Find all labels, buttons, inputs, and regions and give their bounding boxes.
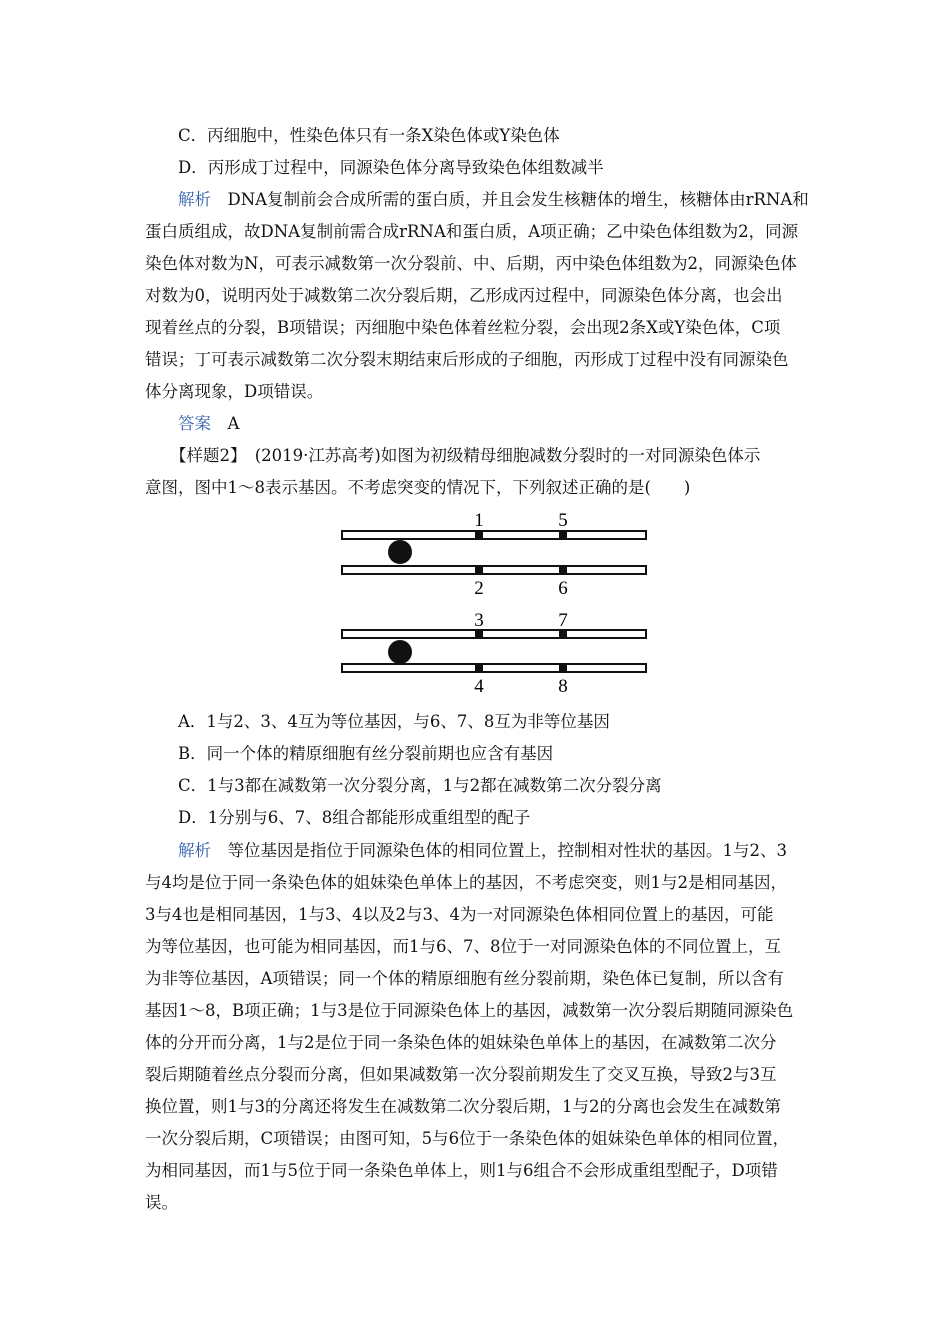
chromatid-3	[342, 630, 646, 638]
analysis-1-line-5: 现着丝点的分裂，B项错误；丙细胞中染色体着丝粒分裂，会出现2条X或Y染色体，C项	[145, 318, 781, 337]
analysis-2-line-6: 基因1～8，B项正确；1与3是位于同源染色体上的基因，减数第一次分裂后期随同源染色	[145, 1001, 794, 1020]
option-b: B．同一个体的精原细胞有丝分裂前期也应含有基因	[178, 744, 554, 763]
gene-marker-5	[559, 530, 567, 540]
question-label: 【样题2】	[170, 446, 239, 465]
answer-1	[178, 412, 815, 436]
analysis-2-line-12: 误。	[145, 1193, 178, 1212]
question-2-line-1: 【样题2】 (2019·江苏高考)如图为初级精母细胞减数分裂时的一对同源染色体示	[170, 446, 761, 465]
gene-marker-8	[559, 663, 567, 673]
analysis-2-line-10: 一次分裂后期，C项错误；由图可知，5与6位于一条染色体的姐妹染色单体的相同位置，	[145, 1129, 790, 1148]
gene-label-8: 8	[558, 676, 568, 697]
analysis-2-line-8: 裂后期随着丝点分裂而分离，但如果减数第一次分裂前期发生了交叉互换，导致2与3互	[145, 1065, 777, 1084]
analysis-1-line-4: 对数为0，说明丙处于减数第二次分裂后期，乙形成丙过程中，同源染色体分离，也会出	[145, 286, 783, 305]
analysis-2-line-9: 换位置，则1与3的分离还将发生在减数第二次分裂后期，1与2的分离也会发生在减数第	[145, 1097, 781, 1116]
gene-label-3: 3	[474, 610, 484, 631]
gene-label-7: 7	[558, 610, 568, 631]
centromere-1	[388, 540, 412, 564]
analysis-2-line-3: 3与4也是相同基因，1与3、4以及2与3、4为一对同源染色体相同位置上的基因，可能	[145, 905, 774, 924]
gene-marker-6	[559, 565, 567, 575]
analysis-2-line-1: 解析 等位基因是指位于同源染色体的相同位置上，控制相对性状的基因。1与2、3	[178, 841, 787, 860]
analysis-label: 解析	[178, 841, 211, 860]
gene-label-5: 5	[558, 510, 568, 531]
gene-marker-2	[475, 565, 483, 575]
chromatid-2	[342, 566, 646, 574]
answer-label: 答案	[178, 414, 211, 433]
gene-label-1: 1	[474, 510, 484, 531]
analysis-2-line-5: 为非等位基因，A项错误；同一个体的精原细胞有丝分裂前期，染色体已复制，所以含有	[145, 969, 784, 988]
gene-label-6: 6	[558, 578, 568, 599]
analysis-2-line-7: 体的分开而分离，1与2是位于同一条染色体的姐妹染色单体上的基因，在减数第二次分	[145, 1033, 777, 1052]
gene-marker-1	[475, 530, 483, 540]
analysis-1-line-1: 解析 DNA复制前会合成所需的蛋白质，并且会发生核糖体的增生，核糖体由rRNA和	[178, 190, 809, 209]
analysis-1-line-2: 蛋白质组成，故DNA复制前需合成rRNA和蛋白质，A项正确；乙中染色体组数为2，同源	[145, 222, 799, 241]
analysis-2-line-2: 与4均是位于同一条染色体的姐妹染色单体上的基因，不考虑突变，则1与2是相同基因，	[145, 873, 787, 892]
analysis-1-line-7: 体分离现象，D项错误。	[145, 382, 324, 401]
chromatid-1	[342, 531, 646, 539]
question-2-line-2: 意图，图中1～8表示基因。不考虑突变的情况下，下列叙述正确的是( )	[145, 478, 691, 497]
analysis-1-line-6: 错误；丁可表示减数第二次分裂末期结束后形成的子细胞，丙形成丁过程中没有同源染色	[145, 350, 789, 369]
centromere-2	[388, 640, 412, 664]
gene-label-2: 2	[474, 578, 484, 599]
analysis-1-line-3: 染色体对数为N，可表示减数第一次分裂前、中、后期，丙中染色体组数为2，同源染色体	[145, 254, 797, 273]
option-d-prev: D．丙形成丁过程中，同源染色体分离导致染色体组数减半	[178, 158, 604, 177]
homologous-chromosome-diagram	[338, 506, 650, 698]
option-a: A．1与2、3、4互为等位基因，与6、7、8互为非等位基因	[178, 712, 610, 731]
option-c-prev: C．丙细胞中，性染色体只有一条X染色体或Y染色体	[178, 126, 560, 145]
option-c: C．1与3都在减数第一次分裂分离，1与2都在减数第二次分裂分离	[178, 776, 662, 795]
answer-value: A	[227, 414, 240, 433]
option-d: D．1分别与6、7、8组合都能形成重组型的配子	[178, 808, 531, 827]
chromatid-4	[342, 664, 646, 672]
analysis-2-line-11: 为相同基因，而1与5位于同一条染色单体上，则1与6组合不会形成重组型配子，D项错	[145, 1161, 778, 1180]
gene-marker-4	[475, 663, 483, 673]
analysis-2-line-4: 为等位基因，也可能为相同基因，而1与6、7、8位于一对同源染色体的不同位置上，互	[145, 937, 781, 956]
analysis-label: 解析	[178, 190, 211, 209]
gene-label-4: 4	[474, 676, 484, 697]
